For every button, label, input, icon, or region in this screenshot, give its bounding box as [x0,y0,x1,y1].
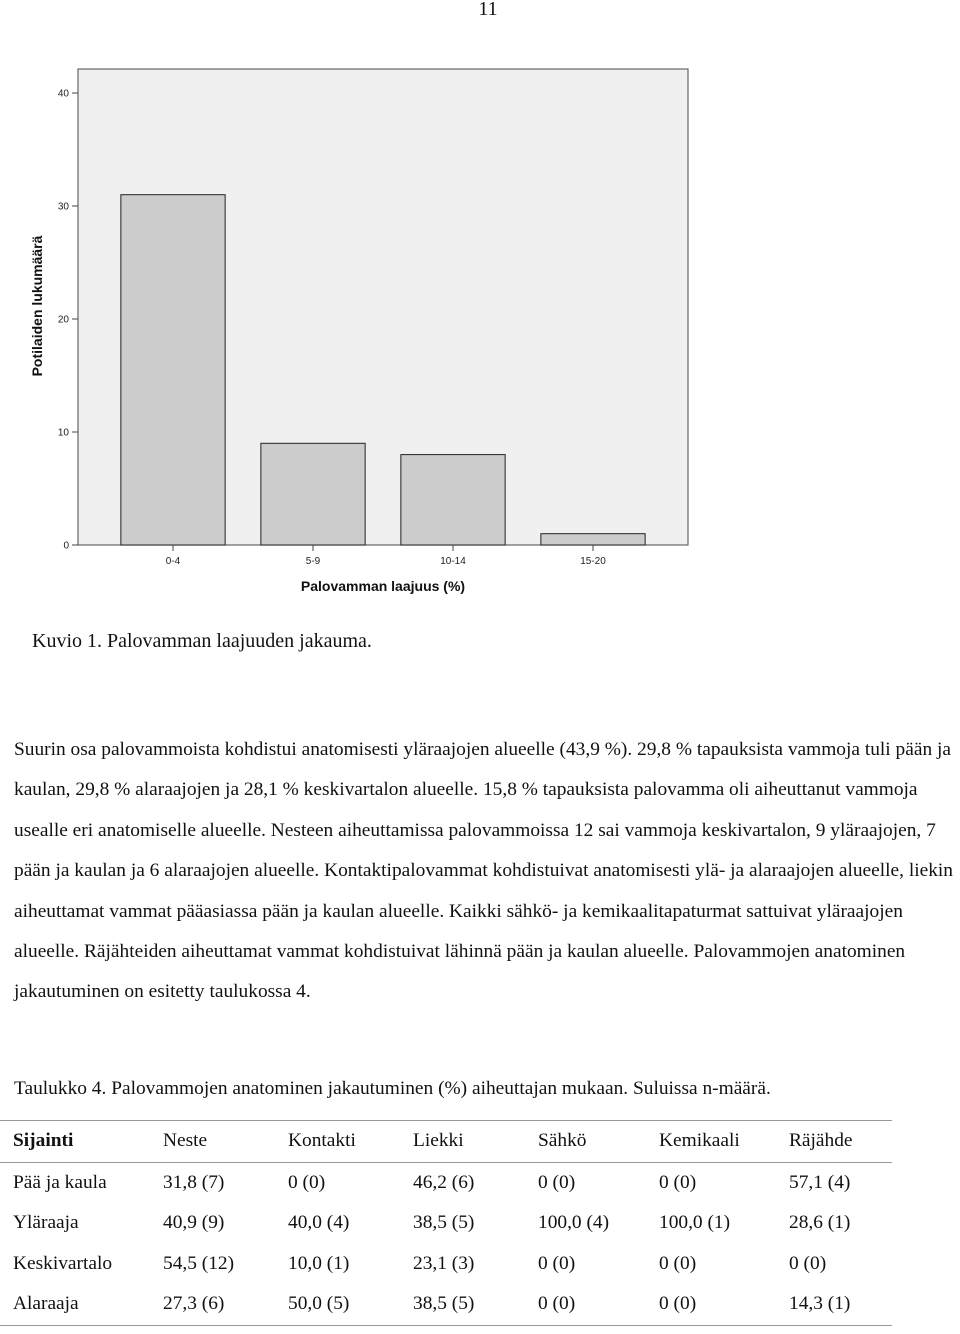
table-cell: Keskivartalo [13,1252,113,1274]
table-cell: 54,5 (12) [163,1252,235,1274]
table-cell: 31,8 (7) [163,1171,225,1193]
y-tick-label: 10 [57,427,69,439]
table-cell: 0 (0) [659,1252,697,1274]
bar-chart [20,60,700,605]
bar-5-9 [261,443,365,545]
bar-10-14 [401,455,505,545]
table-cell: Yläraaja [13,1212,79,1234]
table-cell: 14,3 (1) [789,1293,851,1315]
table-cell: 100,0 (1) [659,1212,731,1234]
table-cell: Alaraaja [13,1293,79,1315]
header-sijainti: Sijainti [13,1130,74,1152]
table-header-row [0,1121,892,1163]
table-row [0,1162,892,1203]
table-row [0,1203,892,1244]
header-kontakti: Kontakti [288,1130,356,1152]
body-paragraph: Suurin osa palovammoista kohdistui anatomisesti yläraajojen alueelle (43,9 %). 29,8 % tapauksista vammoja tuli pään ja kaulan, 29,8 % alaraajojen ja 28,1 % keskivartalon alueelle. 15,8 % tapauksista palovamma oli aiheuttanut vammoja usealle eri anatomiselle alueelle. Nesteen aiheuttamissa palovammoissa 12 sai vammoja keskivartalon, 9 yläraajojen, 7 pään ja kaulan ja 6 alaraajojen alueelle. Kontaktipalovammat kohdistuivat anatomisesti ylä- ja alaraajojen alueelle, liekin aiheuttamat vammat pääasiassa pään ja kaulan alueelle. Kaikki sähkö- ja kemikaalitapaturmat sattuivat yläraajojen alueelle. Räjähteiden aiheuttamat vammat kohdistuivat lähinnä pään ja kaulan alueelle. Palovammojen anatominen jakautuminen on esitetty taulukossa 4. [14,739,953,1003]
figure-caption: Kuvio 1. Palovamman laajuuden jakauma. [32,630,372,652]
table-cell: 38,5 (5) [413,1212,475,1234]
table-cell: 38,5 (5) [413,1293,475,1315]
bar-15-20 [541,534,645,545]
table-cell: Pää ja kaula [13,1171,107,1193]
table-cell: 40,9 (9) [163,1212,225,1234]
table-cell: 46,2 (6) [413,1171,475,1193]
y-tick-label: 40 [57,88,69,100]
x-tick-label: 5-9 [305,556,321,567]
bar-0-4 [121,195,225,545]
table-cell: 0 (0) [659,1171,697,1193]
page-number: 11 [478,0,498,20]
table-cell: 0 (0) [538,1171,576,1193]
table-cell: 50,0 (5) [288,1293,350,1315]
x-tick-label: 10-14 [440,556,466,567]
table-cell: 40,0 (4) [288,1212,350,1234]
header-neste: Neste [163,1130,208,1152]
header-kemikaali: Kemikaali [659,1130,740,1152]
table-cell: 0 (0) [659,1293,697,1315]
table-row [0,1284,892,1325]
table-cell: 100,0 (4) [538,1212,610,1234]
table-cell: 0 (0) [288,1171,326,1193]
table-cell: 0 (0) [538,1252,576,1274]
header-rajahde: Räjähde [789,1130,853,1152]
anatomy-table [0,1120,892,1326]
y-tick-label: 0 [63,540,69,552]
table-cell: 28,6 (1) [789,1212,851,1234]
y-axis-title: Potilaiden lukumäärä [29,235,45,377]
header-sahko: Sähkö [538,1130,587,1152]
x-tick-label: 0-4 [165,556,181,567]
table-row [0,1244,892,1285]
x-tick-label: 15-20 [580,556,606,567]
table-cell: 27,3 (6) [163,1293,225,1315]
table-cell: 10,0 (1) [288,1252,350,1274]
table-cell: 23,1 (3) [413,1252,475,1274]
x-axis-title: Palovamman laajuus (%) [300,578,466,594]
table-cell: 57,1 (4) [789,1171,851,1193]
y-tick-label: 30 [57,201,69,213]
table-cell: 0 (0) [789,1252,827,1274]
y-tick-label: 20 [57,314,69,326]
table-caption: Taulukko 4. Palovammojen anatominen jakautuminen (%) aiheuttajan mukaan. Suluissa n-määrä. [14,1078,771,1099]
header-liekki: Liekki [413,1130,464,1152]
table-cell: 0 (0) [538,1293,576,1315]
